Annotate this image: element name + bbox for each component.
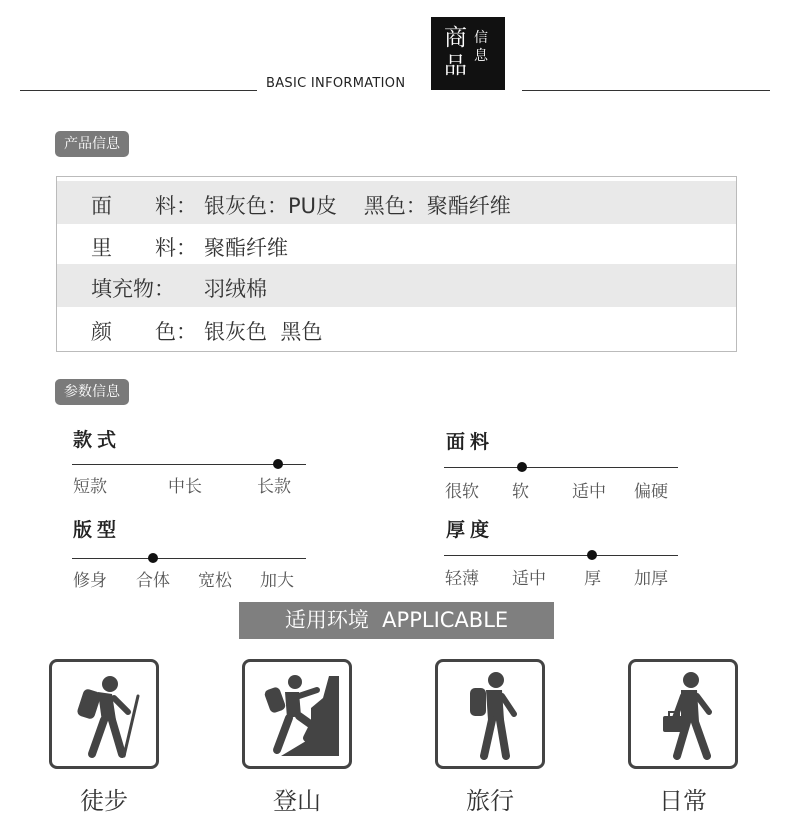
row-value: 银灰色：PU皮 黑色：聚酯纤维 [204, 194, 511, 218]
param-option: 很软 [445, 482, 479, 502]
param-option: 中长 [168, 477, 202, 497]
param-option: 短款 [73, 477, 107, 497]
row-key: 面 [91, 194, 112, 218]
row-key: 颜 [91, 320, 112, 344]
param-option: 软 [512, 482, 529, 502]
param-option: 适中 [572, 482, 606, 502]
param-marker-fit [148, 553, 158, 563]
env-label-travel: 旅行 [466, 787, 514, 815]
product-info-label: 产品信息 [55, 131, 129, 157]
param-marker-thickness [587, 550, 597, 560]
header-title-char: 品 [444, 53, 467, 79]
row-value: 银灰色 黑色 [204, 320, 323, 344]
header-title-box [431, 17, 505, 90]
row-key-suffix: 料： [155, 194, 197, 218]
param-option: 修身 [73, 571, 107, 591]
param-scale-style [72, 464, 306, 465]
env-label-climbing: 登山 [273, 787, 321, 815]
row-key: 里 [91, 236, 112, 260]
header-title-char: 信 [474, 30, 488, 46]
param-option: 长款 [257, 477, 291, 497]
travel-icon [435, 659, 545, 769]
table-row [57, 264, 736, 307]
header-title-char: 商 [444, 25, 467, 51]
param-title-style: 款式 [73, 429, 122, 451]
header-subtitle: BASIC INFORMATION [266, 76, 406, 91]
header-title-char: 息 [474, 48, 488, 64]
row-value: 羽绒棉 [204, 277, 267, 301]
param-option: 加厚 [634, 569, 668, 589]
table-row [57, 223, 736, 266]
row-key: 填充物： [91, 277, 175, 301]
param-option: 轻薄 [445, 569, 479, 589]
param-scale-fabric [444, 467, 678, 468]
climbing-icon [242, 659, 352, 769]
table-row [57, 307, 736, 350]
env-label-hiking: 徒步 [80, 787, 128, 815]
row-key-suffix: 色： [155, 320, 197, 344]
header-right-rule [522, 90, 770, 91]
param-option: 偏硬 [634, 482, 668, 502]
param-marker-style [273, 459, 283, 469]
param-option: 宽松 [198, 571, 232, 591]
param-option: 厚 [584, 569, 601, 589]
row-value: 聚酯纤维 [204, 236, 288, 260]
params-info-label: 参数信息 [55, 379, 129, 405]
applicable-banner: 适用环境 APPLICABLE [239, 602, 554, 639]
env-label-daily: 日常 [659, 787, 707, 815]
param-marker-fabric [517, 462, 527, 472]
param-title-fabric: 面料 [446, 431, 495, 453]
param-title-thickness: 厚度 [446, 519, 495, 541]
row-key-suffix: 料： [155, 236, 197, 260]
param-scale-fit [72, 558, 306, 559]
daily-commute-icon [628, 659, 738, 769]
param-option: 加大 [260, 571, 294, 591]
param-option: 适中 [512, 569, 546, 589]
product-info-table [56, 176, 737, 352]
hiking-icon [49, 659, 159, 769]
param-option: 合体 [136, 571, 170, 591]
table-row [57, 181, 736, 224]
param-scale-thickness [444, 555, 678, 556]
header-left-rule [20, 90, 257, 91]
param-title-fit: 版型 [73, 519, 122, 541]
